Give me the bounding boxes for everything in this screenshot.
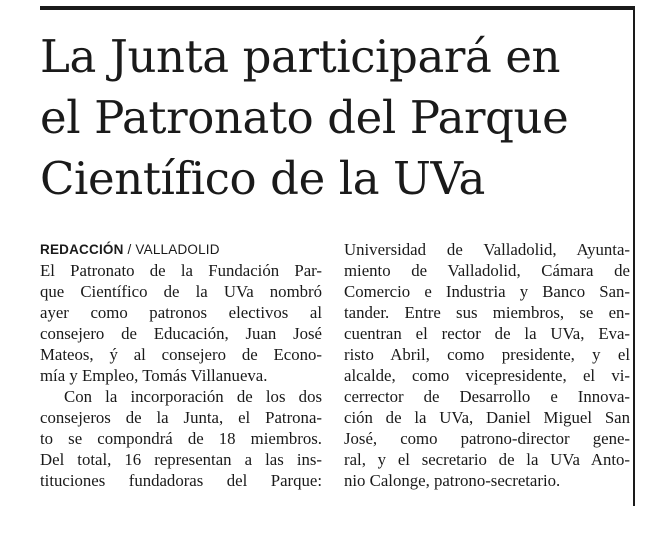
body-line: Del total, 16 representan a las ins- (40, 450, 322, 469)
body-line: consejeros de la Junta, el Patrona- (40, 408, 322, 427)
body-line: Universidad de Valladolid, Ayunta- (344, 240, 630, 259)
body-line: consejero de Educación, Juan José (40, 324, 322, 343)
article-body-right-column (344, 239, 630, 491)
byline (40, 239, 322, 260)
body-line: ral, y el secretario de la UVa Anto- (344, 450, 630, 469)
body-line: tituciones fundadoras del Parque: (40, 471, 322, 490)
body-line: risto Abril, como presidente, y el (344, 345, 630, 364)
article-headline (40, 26, 630, 209)
body-line: to se compondrá de 18 miembros. (40, 429, 322, 448)
body-line: Mateos, ý al consejero de Econo- (40, 345, 322, 364)
body-line: miento de Valladolid, Cámara de (344, 261, 630, 280)
body-line: cerrector de Desarrollo e Innova- (344, 387, 630, 406)
article-body-left-column (40, 239, 322, 491)
byline-author: REDACCIÓN (40, 242, 124, 257)
body-line: Comercio e Industria y Banco San- (344, 282, 630, 301)
headline-line: Científico de la UVa (40, 152, 485, 205)
body-line: El Patronato de la Fundación Par- (40, 261, 322, 280)
body-line: tander. Entre sus miembros, se en- (344, 303, 630, 322)
body-line: ción de la UVa, Daniel Miguel San (344, 408, 630, 427)
top-rule (40, 6, 635, 10)
body-line: que Científico de la UVa nombró (40, 282, 322, 301)
right-column-rule (633, 6, 635, 506)
body-line: cuentran el rector de la UVa, Eva- (344, 324, 630, 343)
body-line: Con la incorporación de los dos (64, 387, 322, 406)
body-line: ayer como patronos electivos al (40, 303, 322, 322)
headline-line: el Patronato del Parque (40, 91, 569, 144)
body-line: alcalde, como vicepresidente, el vi- (344, 366, 630, 385)
body-line: José, como patrono-director gene- (344, 429, 630, 448)
headline-line: La Junta participará en (40, 30, 561, 83)
byline-location: VALLADOLID (135, 242, 220, 257)
body-line: mía y Empleo, Tomás Villanueva. (40, 366, 268, 385)
body-line: nio Calonge, patrono-secretario. (344, 471, 561, 490)
byline-separator: / (123, 242, 136, 257)
